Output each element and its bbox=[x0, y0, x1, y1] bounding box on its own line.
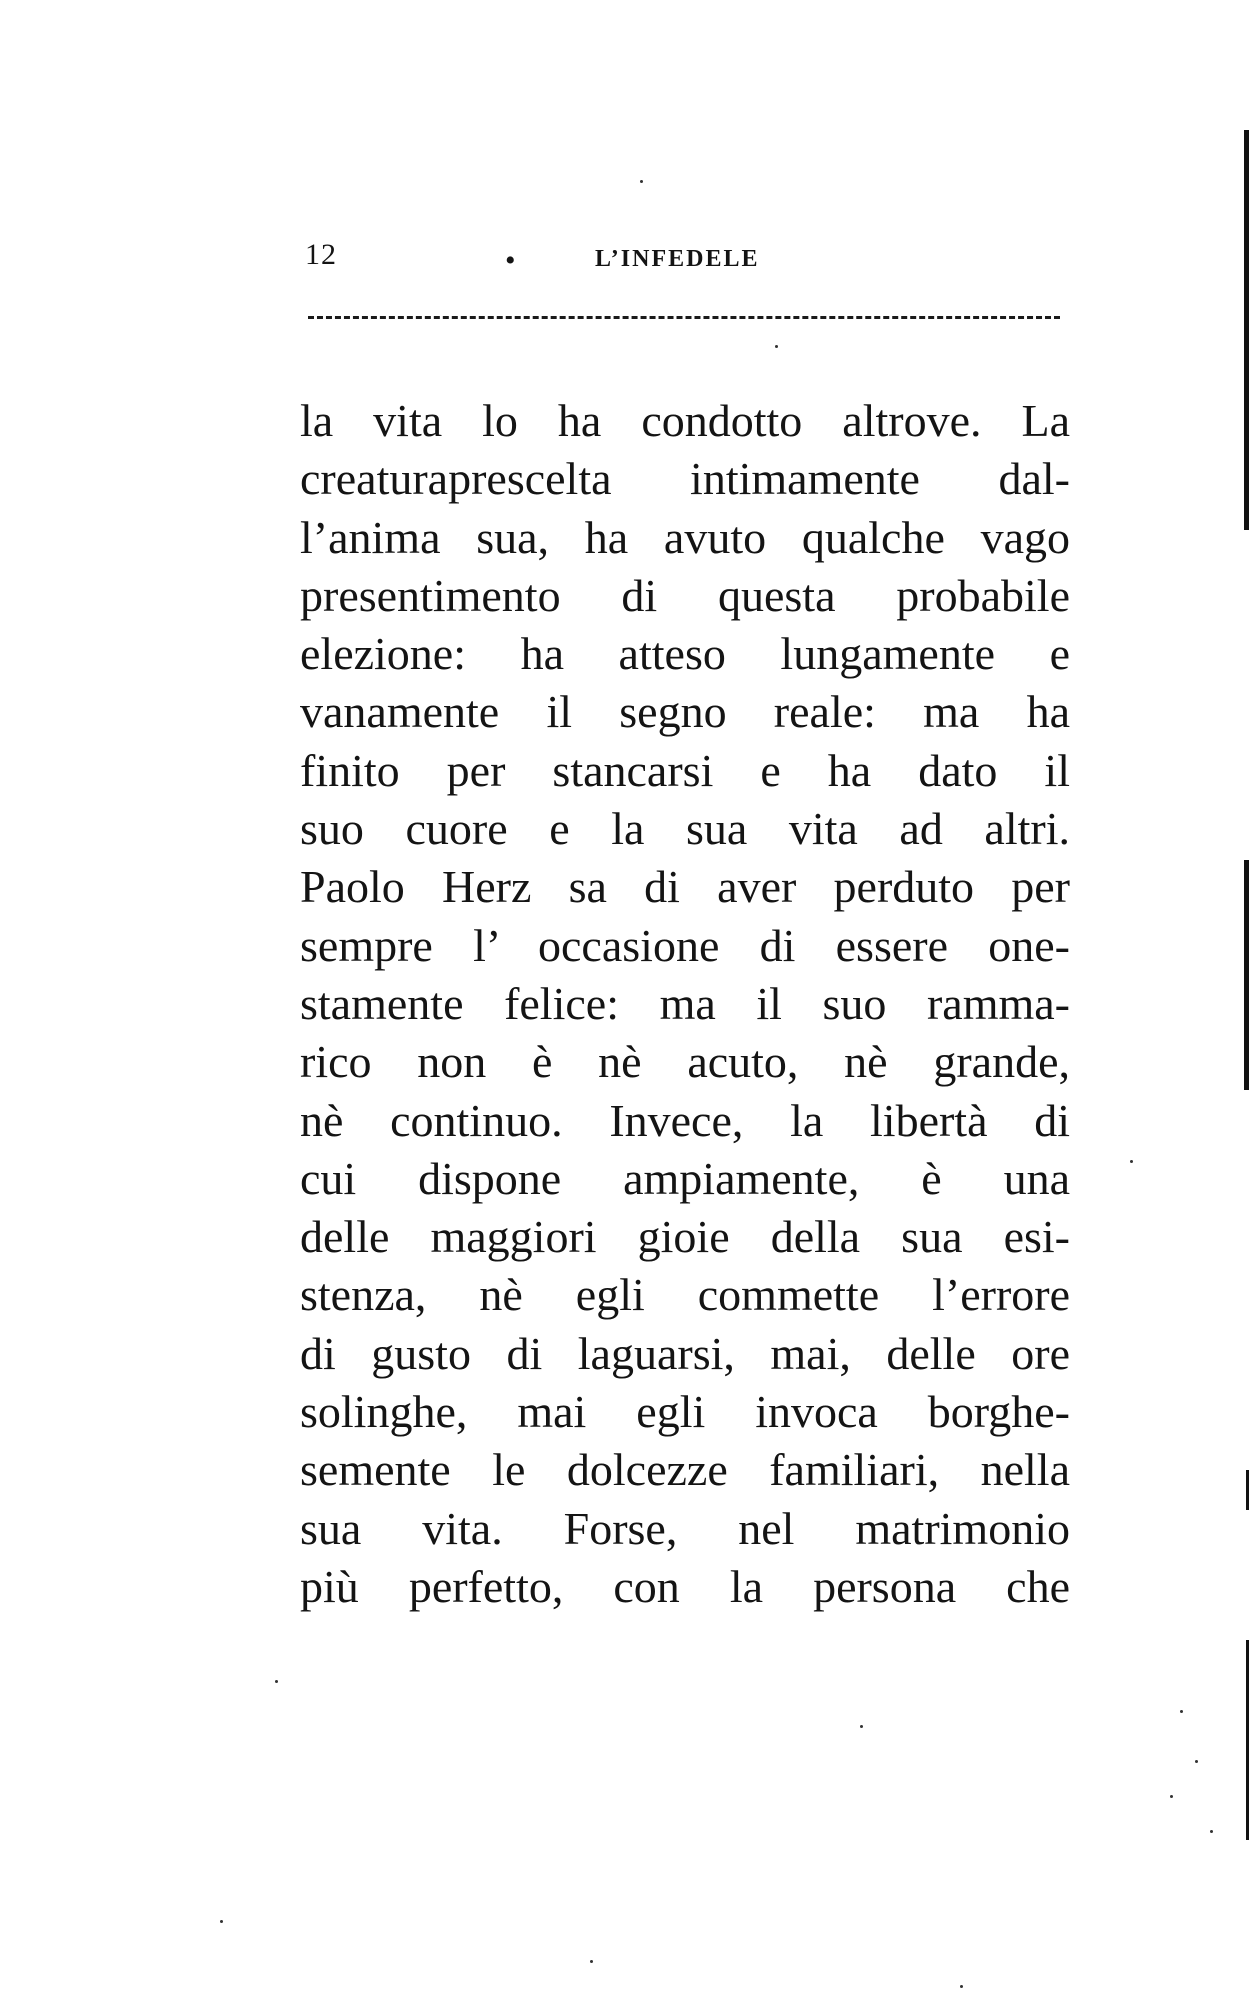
scan-speck bbox=[1170, 1795, 1173, 1798]
scan-speck bbox=[960, 1985, 963, 1988]
text-line: delle maggiori gioie della sua esi- bbox=[300, 1211, 1070, 1263]
text-line: cui dispone ampiamente, è una bbox=[300, 1152, 1070, 1204]
text-line: l’anima sua, ha avuto qualche vago bbox=[300, 511, 1070, 563]
scan-speck bbox=[1130, 1160, 1133, 1163]
text-line: più perfetto, con la persona che bbox=[300, 1560, 1070, 1612]
scan-margin-mark bbox=[1244, 130, 1249, 530]
page-header bbox=[305, 238, 1065, 278]
header-rule bbox=[308, 316, 1060, 319]
text-line: suo cuore e la sua vita ad altri. bbox=[300, 803, 1070, 855]
text-line: vanamente il segno reale: ma ha bbox=[300, 686, 1070, 738]
text-line: elezione: ha atteso lungamente e bbox=[300, 628, 1070, 680]
text-line: rico non è nè acuto, nè grande, bbox=[300, 1036, 1070, 1088]
text-line: stamente felice: ma il suo ramma- bbox=[300, 977, 1070, 1029]
text-line: stenza, nè egli commette l’errore bbox=[300, 1269, 1070, 1321]
text-line: sua vita. Forse, nel matrimonio bbox=[300, 1502, 1070, 1554]
text-line: di gusto di laguarsi, mai, delle ore bbox=[300, 1327, 1070, 1379]
text-line: la vita lo ha condotto altrove. La bbox=[300, 395, 1070, 446]
scan-speck bbox=[640, 180, 643, 183]
scan-speck bbox=[775, 345, 778, 348]
scan-speck bbox=[1210, 1830, 1213, 1833]
scan-margin-mark bbox=[1246, 1640, 1249, 1840]
text-line: semente le dolcezze familiari, nella bbox=[300, 1444, 1070, 1496]
body-text bbox=[300, 392, 1070, 1616]
header-separator: • bbox=[505, 244, 516, 277]
text-line: Paolo Herz sa di aver perduto per bbox=[300, 861, 1070, 913]
text-line: sempre l’ occasione di essere one- bbox=[300, 919, 1070, 971]
page-number: 12 bbox=[305, 238, 337, 271]
scan-speck bbox=[220, 1920, 223, 1923]
scan-speck bbox=[1195, 1760, 1198, 1763]
scan-speck bbox=[275, 1680, 278, 1683]
text-line: finito per stancarsi e ha dato il bbox=[300, 744, 1070, 796]
scan-speck bbox=[1180, 1710, 1183, 1713]
scan-margin-mark bbox=[1244, 860, 1249, 1090]
scan-speck bbox=[860, 1725, 863, 1728]
scan-margin-mark bbox=[1246, 1470, 1249, 1510]
running-title: L’INFEDELE bbox=[595, 246, 760, 272]
text-line: solinghe, mai egli invoca borghe- bbox=[300, 1386, 1070, 1438]
text-line: nè continuo. Invece, la libertà di bbox=[300, 1094, 1070, 1146]
text-line: creaturaprescelta intimamente dal- bbox=[300, 453, 1070, 505]
text-line: presentimento di questa probabile bbox=[300, 569, 1070, 621]
scan-speck bbox=[590, 1960, 593, 1963]
